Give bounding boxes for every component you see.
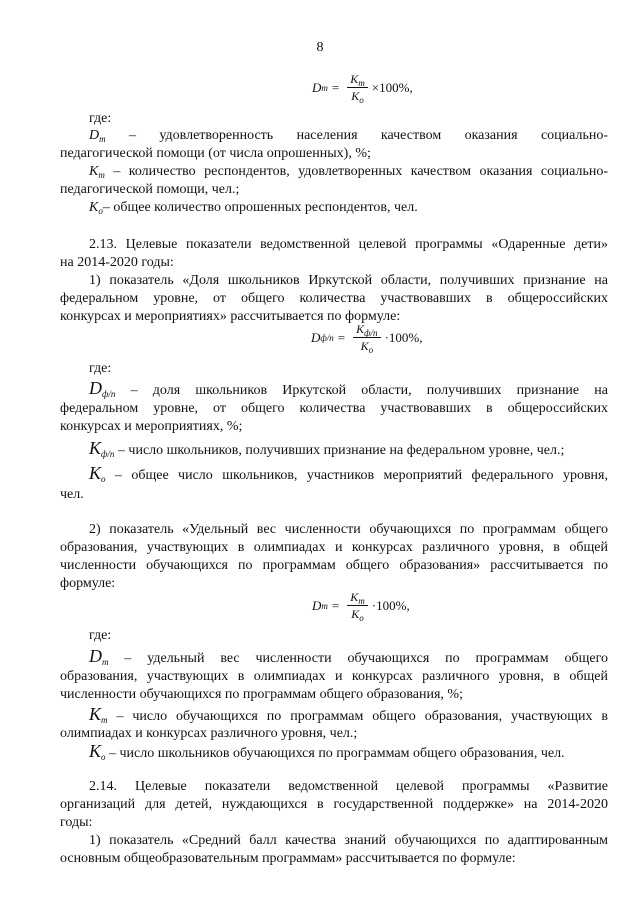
formula-numerator: K: [356, 322, 365, 336]
definition-text: – доля школьников Иркутской области, получивших признание на: [130, 383, 609, 398]
formula-fraction: [347, 72, 368, 103]
definition-k-fp: [89, 440, 564, 459]
formula-multiply: ×: [371, 79, 380, 95]
section-2-14-heading-cont-2: годы:: [60, 815, 93, 830]
formula-satisfaction: D m = $\frac{K_m}{K_o}$ × 100% ,: [312, 72, 413, 105]
formula-share-recognized: D ф/п = $\frac{K_{ф/п}}{K_o}$ · 100% ,: [311, 322, 423, 355]
indicator-214-line-2: основным общеобразовательным программам» рассчитывается по формуле:: [60, 851, 516, 866]
symbol-d-sub: m: [99, 134, 106, 144]
definition-text: – число обучающихся по программам общего образования, участвующих в: [116, 709, 608, 724]
symbol-k: K: [89, 438, 102, 458]
indicator-text: 1) показатель «Средний балл качества знаний обучающихся по адаптированным: [89, 833, 608, 848]
section-2-14-heading: [60, 779, 608, 795]
symbol-k: K: [89, 463, 102, 483]
section-text: 2.14. Целевые показатели ведомственной целевой программы «Развитие: [89, 779, 608, 794]
formula-lhs: D: [312, 597, 322, 613]
definition-dm-3: [60, 648, 608, 667]
indicator-2-line-3: численности обучающихся по программам общего образования» рассчитывается по: [60, 558, 608, 573]
symbol-d: D: [89, 128, 100, 143]
formula-fraction: [353, 322, 380, 353]
formula-equals: =: [337, 329, 346, 345]
indicator-1-line-1: [60, 273, 608, 289]
section-2-13-heading: [60, 237, 608, 253]
symbol-d-sub: ф/п: [102, 389, 116, 399]
definition-text: – удовлетворенность населения качеством оказания социально-: [129, 128, 609, 143]
definition-ko-2: [60, 465, 608, 484]
formula-fraction: [347, 590, 368, 621]
symbol-d-sub: m: [102, 657, 109, 667]
page-number: 8: [316, 40, 324, 55]
section-2-13-heading-cont: на 2014-2020 годы:: [60, 255, 174, 270]
definition-ko-3: [89, 743, 565, 762]
indicator-2-line-4: формуле:: [60, 576, 116, 591]
formula-numerator-sub: ф/п: [364, 328, 378, 338]
indicator-214-line-1: [60, 833, 608, 849]
formula-numerator-sub: m: [358, 596, 365, 606]
indicator-2-line-1: [60, 522, 608, 538]
definition-text: – общее количество опрошенных респондентов, чел.: [102, 200, 418, 215]
formula-olympiad-share: D m = $\frac{K_m}{K_o}$ · 100% ,: [312, 590, 410, 623]
symbol-k-sub: m: [101, 715, 108, 725]
section-2-14-heading-cont-1: организаций для детей, нуждающихся в государственной поддержке» на 2014-2020: [60, 797, 608, 812]
definition-dm: [60, 128, 608, 144]
where-label-1: где:: [89, 111, 112, 126]
symbol-k: K: [89, 200, 99, 215]
formula-multiply: ·: [371, 597, 377, 613]
formula-denominator-sub: o: [359, 613, 364, 623]
definition-dm-cont: педагогической помощи (от числа опрошенных), %;: [60, 146, 371, 161]
definition-dm-3-cont-2: численности обучающихся по программам общего образования, %;: [60, 687, 463, 702]
section-text: 2.13. Целевые показатели ведомственной целевой программы «Одаренные дети»: [89, 237, 608, 252]
indicator-text: 1) показатель «Доля школьников Иркутской области, получивших признание на: [89, 273, 608, 288]
definition-d-fp-cont-1: федеральном уровне, от общего количества участвовавших в общероссийских: [60, 401, 608, 416]
symbol-d: D: [89, 646, 102, 666]
definition-ko-2-cont: чел.: [60, 487, 84, 502]
definition-dm-3-cont-1: образования, участвующих в олимпиадах и конкурсах различного уровня, в общей: [60, 669, 608, 684]
definition-text: – число школьников обучающихся по программам общего образования, чел.: [109, 746, 565, 761]
formula-comma: ,: [419, 329, 423, 345]
definition-text: – удельный вес численности обучающихся по программам общего: [124, 651, 609, 666]
formula-denominator-sub: o: [368, 345, 374, 355]
formula-numerator: K: [350, 590, 359, 604]
symbol-k-sub: m: [98, 170, 105, 180]
symbol-k-sub: o: [98, 206, 103, 216]
where-label-3: где:: [89, 628, 112, 643]
formula-equals: =: [331, 597, 340, 613]
indicator-2-line-2: образования, участвующих в олимпиадах и конкурсах различного уровня, в общей: [60, 540, 608, 555]
definition-km-3: [60, 706, 608, 725]
definition-km-3-cont: олимпиадах и конкурсах различного уровня, чел.;: [60, 726, 358, 741]
indicator-text: 2) показатель «Удельный вес численности обучающихся по программам общего: [89, 522, 608, 537]
formula-lhs: D: [311, 329, 321, 345]
symbol-k-sub: o: [101, 752, 106, 762]
formula-denominator: K: [351, 89, 360, 103]
symbol-d: D: [89, 378, 102, 398]
definition-km: [60, 164, 608, 180]
formula-numerator-sub: m: [358, 78, 365, 88]
formula-lhs: D: [312, 79, 322, 95]
symbol-k: K: [89, 741, 102, 761]
formula-percent: 100%: [388, 329, 420, 345]
where-label-2: где:: [89, 361, 112, 376]
symbol-k-sub: o: [101, 474, 106, 484]
formula-percent: 100%: [376, 597, 407, 613]
indicator-1-line-2: федеральном уровне, от общего количества участвовавших в общероссийских: [60, 291, 608, 306]
formula-comma: ,: [406, 597, 410, 613]
definition-km-cont: педагогической помощи, чел.;: [60, 182, 240, 197]
formula-numerator: K: [350, 72, 359, 86]
symbol-k-sub: ф/п: [101, 449, 115, 459]
formula-percent: 100%: [379, 79, 410, 95]
formula-denominator: K: [360, 339, 369, 353]
formula-denominator: K: [351, 607, 360, 621]
formula-equals: =: [331, 79, 340, 95]
formula-denominator-sub: o: [359, 95, 364, 105]
definition-text: – число школьников, получивших признание на федеральном уровне, чел.;: [117, 443, 565, 458]
formula-comma: ,: [409, 79, 413, 95]
symbol-k: K: [89, 164, 99, 179]
formula-multiply: ·: [384, 329, 389, 345]
definition-text: – количество респондентов, удовлетворенных качеством оказания социально-: [113, 164, 608, 179]
indicator-1-line-3: конкурсах и мероприятиях» рассчитывается по формуле:: [60, 309, 401, 324]
definition-ko: [89, 200, 418, 216]
definition-d-fp-cont-2: конкурсах и мероприятиях, %;: [60, 419, 243, 434]
symbol-k: K: [89, 704, 102, 724]
definition-text: – общее число школьников, участников мероприятий федерального уровня,: [114, 468, 608, 483]
definition-d-fp: [60, 380, 608, 399]
